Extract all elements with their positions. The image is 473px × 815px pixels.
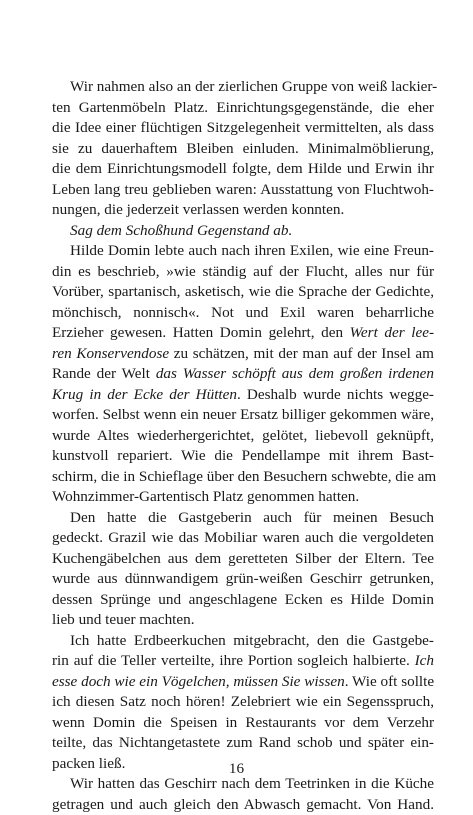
italic-text-segment: Krug in der Ecke der Hütten: [52, 386, 237, 403]
text-segment: zu schätzen, mit der man auf der Insel am: [169, 345, 434, 362]
text-segment: wenn Domin die Speisen in Restaurants vor dem Verzehr: [52, 714, 434, 731]
text-line: [52, 672, 434, 693]
text-line: [52, 733, 434, 754]
text-line: [52, 241, 434, 262]
book-page-text: [52, 77, 434, 815]
text-line: [52, 282, 434, 303]
text-line: [52, 139, 434, 160]
text-segment: die Idee einer flüchtigen Sitzgelegenheit vermittelten, als dass: [52, 119, 434, 136]
text-line: [52, 610, 434, 631]
text-line: [52, 446, 434, 467]
text-line: [52, 98, 434, 119]
text-line: [52, 180, 434, 201]
text-segment: Wir nahmen also an der zierlichen Gruppe von weiß lackier-: [70, 78, 437, 95]
text-segment: Erzieher gewesen. Hatten Domin gelehrt, den: [52, 324, 350, 341]
text-line: [52, 385, 434, 406]
text-line: [52, 590, 434, 611]
text-segment: teilte, das Nichtangetastete zum Rand schob und später ein-: [52, 734, 434, 751]
text-segment: getragen und auch gleich den Abwasch gemacht. Von Hand.: [52, 796, 434, 813]
text-line: [52, 651, 434, 672]
text-segment: . Deshalb wurde nichts wegge-: [237, 386, 434, 403]
text-segment: Kuchengäbelchen aus dem geretteten Silber der Eltern. Tee: [52, 550, 434, 567]
text-line: [52, 364, 434, 385]
page-number: 16: [0, 759, 473, 779]
text-line: [52, 118, 434, 139]
text-line: [52, 159, 434, 180]
text-segment: Rande der Welt: [52, 365, 156, 382]
text-line: [52, 569, 434, 590]
text-line: [52, 405, 434, 426]
text-segment: schirm, die in Schieflage über den Besuchern schwebte, die am: [52, 468, 436, 485]
text-line: [52, 631, 434, 652]
text-line: [52, 77, 434, 98]
text-segment: Den hatte die Gastgeberin auch für meinen Besuch: [70, 509, 434, 526]
italic-text-segment: ren Konservendose: [52, 345, 169, 362]
text-segment: Wohnzimmer-Gartentisch Platz genommen hatten.: [52, 488, 359, 505]
italic-text-segment: esse doch wie ein Vögelchen, müssen Sie wissen: [52, 673, 345, 690]
text-segment: gedeckt. Grazil wie das Mobiliar waren auch die vergoldeten: [52, 529, 434, 546]
text-line: [52, 221, 434, 242]
text-line: [52, 303, 434, 324]
text-segment: Leben lang treu geblieben waren: Ausstattung von Fluchtwoh-: [52, 181, 434, 198]
text-segment: wurde aus dünnwandigem grün-weißen Geschirr getrunken,: [52, 570, 434, 587]
text-line: [52, 528, 434, 549]
text-line: [52, 262, 434, 283]
text-segment: ten Gartenmöbeln Platz. Einrichtungsgegenstände, die eher: [52, 99, 434, 116]
italic-text-segment: Wert der lee-: [350, 324, 434, 341]
text-segment: din es beschrieb, »wie ständig auf der Flucht, alles nur für: [52, 263, 434, 280]
text-line: [52, 549, 434, 570]
text-segment: Ich hatte Erdbeerkuchen mitgebracht, den die Gastgebe-: [70, 632, 434, 649]
text-line: [52, 795, 434, 815]
text-segment: dessen Sprünge und angeschlagene Ecken es Hilde Domin: [52, 591, 434, 608]
text-segment: sie zu dauerhaftem Bleiben einluden. Minimalmöblierung,: [52, 140, 434, 157]
text-segment: Wir hatten das Geschirr nach dem Teetrinken in die Küche: [70, 775, 434, 792]
text-line: [52, 344, 434, 365]
text-line: [52, 426, 434, 447]
text-line: [52, 467, 434, 488]
text-segment: nungen, die jederzeit verlassen werden konnten.: [52, 201, 344, 218]
text-segment: die dem Einrichtungsmodell folgte, dem Hilde und Erwin ihr: [52, 160, 434, 177]
text-line: [52, 487, 434, 508]
text-segment: Vorüber, spartanisch, asketisch, wie die Sprache der Gedichte,: [52, 283, 434, 300]
text-segment: lieb und teuer machten.: [52, 611, 195, 628]
text-line: [52, 200, 434, 221]
text-segment: mönchisch, nonnisch«. Not und Exil waren beharrliche: [52, 304, 434, 321]
italic-text-segment: Sag dem Schoßhund Gegenstand ab.: [70, 222, 292, 239]
italic-text-segment: das Wasser schöpft aus dem großen irdenen: [156, 365, 434, 382]
text-line: [52, 713, 434, 734]
text-segment: . Wie oft sollte: [345, 673, 434, 690]
text-line: [52, 692, 434, 713]
text-segment: rin auf die Teller verteilte, ihre Portion sogleich halbierte.: [52, 652, 415, 669]
text-segment: packen ließ.: [52, 755, 125, 772]
italic-text-segment: Ich: [415, 652, 434, 669]
text-segment: ich diesen Satz noch hören! Zelebriert wie ein Segensspruch,: [52, 693, 434, 710]
text-segment: Hilde Domin lebte auch nach ihren Exilen, wie eine Freun-: [70, 242, 434, 259]
text-segment: kunstvoll repariert. Wie die Pendellampe mit ihrem Bast-: [52, 447, 434, 464]
text-segment: worfen. Selbst wenn ein neuer Ersatz billiger gekommen wäre,: [52, 406, 434, 423]
text-segment: wurde Altes wiederhergerichtet, gelötet, liebevoll geknüpft,: [52, 427, 434, 444]
text-line: [52, 508, 434, 529]
text-line: [52, 323, 434, 344]
